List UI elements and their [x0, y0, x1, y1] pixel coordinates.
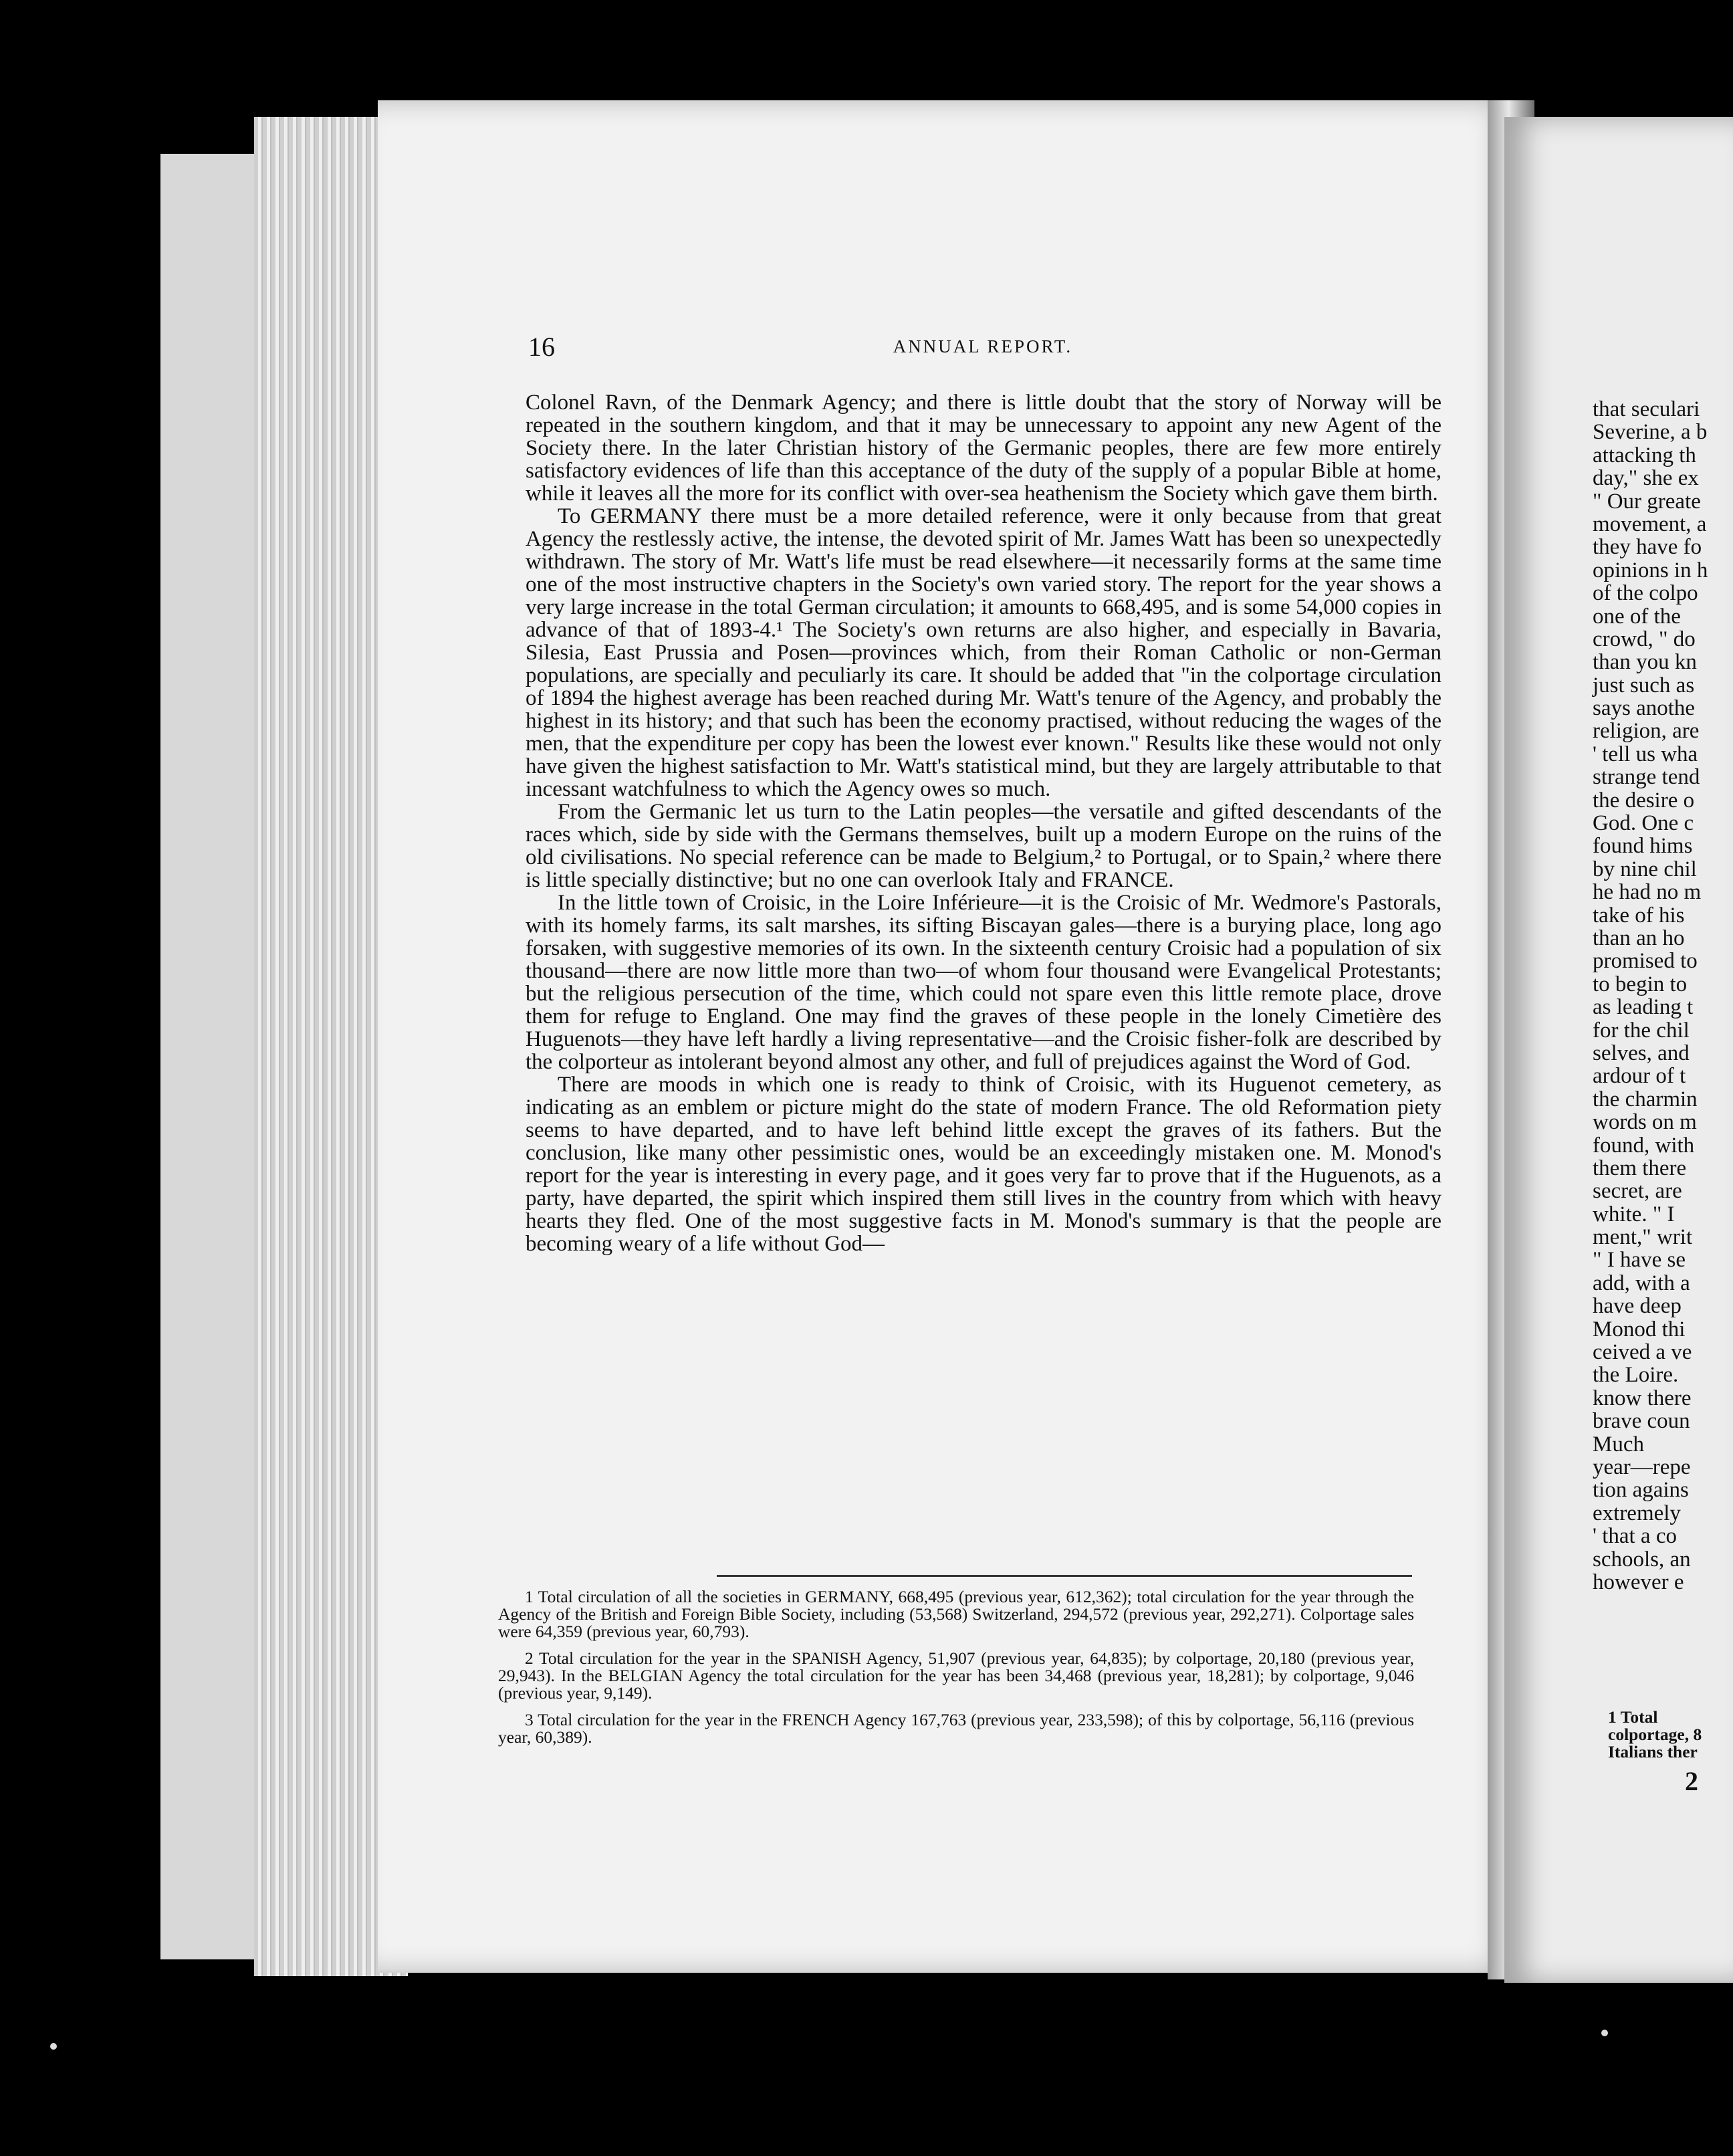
signature-mark: 2 [1685, 1766, 1698, 1796]
speck [50, 2043, 57, 2050]
right-page-line: God. One c [1593, 811, 1694, 836]
right-page-line: Monod thi [1593, 1317, 1686, 1341]
right-page-line: brave coun [1593, 1409, 1690, 1434]
right-page-note-line: 1 Total [1608, 1707, 1658, 1727]
right-page-text [1593, 398, 1733, 1594]
speck [1601, 2030, 1608, 2036]
right-page-note-line: Italians ther [1608, 1742, 1698, 1761]
right-page-line: the Loire. [1593, 1363, 1679, 1388]
right-page-line: promised to [1593, 949, 1698, 974]
right-page-line: Severine, a b [1593, 420, 1708, 445]
paragraph-3: From the Germanic let us turn to the Latin peoples—the versatile and gifted descendants of the races which, side by side with the Germans themselves, built up a modern Europe on the ruins of the old civilisations. No special reference can be made to Belgium,² to Portugal, or to Spain,² where there is little specially distinctive; but no one can overlook Italy and FRANCE. [526, 800, 1441, 892]
page-header [528, 331, 1437, 364]
right-page-line: them there [1593, 1156, 1687, 1180]
right-page-line: says anothe [1593, 696, 1696, 721]
right-page-line: movement, a [1593, 512, 1707, 536]
right-page-line: ment," writ [1593, 1225, 1693, 1250]
right-page-line: selves, and [1593, 1041, 1690, 1065]
right-page-line: that seculari [1593, 397, 1700, 421]
running-title: ANNUAL REPORT. [893, 336, 1073, 356]
footnote-2: 2 Total circulation for the year in the SPANISH Agency, 51,907 (previous year, 64,835); by colportage, 20,180 (previous year, 29,943). In the BELGIAN Agency the total circulation for the year has been 34,468 (previous year, 18,281); by colportage, 9,046 (previous year, 9,149). [498, 1648, 1414, 1703]
right-page-line: the desire o [1593, 788, 1695, 813]
right-page-line: however e [1593, 1570, 1684, 1594]
footnote-3: 3 Total circulation for the year in the FRENCH Agency 167,763 (previous year, 233,598); of this by colportage, 56,116 (previous year, 60,389). [498, 1710, 1414, 1747]
footnote-rule [717, 1575, 1412, 1577]
paragraph-2: To GERMANY there must be a more detailed reference, were it only because from that great Agency the restlessly active, the intense, the devoted spirit of Mr. James Watt has been so unexpectedly withdrawn. The story of Mr. Watt's life must be read elsewhere—it necessarily forms at the same time one of the most instructive chapters in the Society's own varied story. The report for the year shows a very large increase in the total German circulation; it amounts to 668,495, and is some 54,000 copies in advance of that of 1893-4.¹ The Society's own returns are also higher, and especially in Bavaria, Silesia, East Prussia and Posen—provinces which, from their Roman Catholic or non-German populations, are specially and peculiarly its care. It should be added that "in the colportage circulation of 1894 the highest average has been reached during Mr. Watt's tenure of the Agency, and probably the highest in its history; and that such has been the economy practised, without reducing the wages of the men, that the expenditure per copy has been the lowest ever known." Results like these would not only have given the highest satisfaction to Mr. Watt's statistical mind, but they are largely attributable to that incessant watchfulness to which the Agency owes so much. [526, 504, 1441, 801]
paragraph-1: Colonel Ravn, of the Denmark Agency; and there is little doubt that the story of Norway will be repeated in the southern kingdom, and that it may be unnecessary to appoint any new Agent of the Society there. In the later Christian history of the Germanic peoples, there are few more entirely satisfactory evidences of life than this acceptance of the duty of the supply of a popular Bible at home, while it leaves all the more for its conflict with over-sea heathenism the Society which gave them birth. [526, 391, 1441, 506]
body-text [526, 391, 1441, 1255]
right-page-line: year—repe [1593, 1454, 1691, 1479]
right-page-line: to begin to [1593, 972, 1688, 996]
right-page-line: of the colpo [1593, 581, 1698, 606]
right-page-line: schools, an [1593, 1547, 1691, 1572]
footnote-1: 1 Total circulation of all the societies in GERMANY, 668,495 (previous year, 612,362); total circulation for the year through the Agency of the British and Foreign Bible Society, including (53,568) Switzerland, 294,572 (previous year, 292,271). Colportage sales were 64,359 (previous year, 60,793). [498, 1587, 1414, 1641]
right-page-line: opinions in h [1593, 558, 1708, 582]
right-page-line: add, with a [1593, 1271, 1690, 1295]
right-page-line: day," she ex [1593, 466, 1699, 491]
right-page-line: words on m [1593, 1110, 1697, 1135]
right-page-line: for the chil [1593, 1018, 1690, 1043]
right-page-line: white. " I [1593, 1202, 1675, 1226]
right-page-line: Much [1593, 1432, 1644, 1457]
right-page-line: strange tend [1593, 765, 1700, 790]
right-page-line: one of the [1593, 604, 1681, 629]
page-number: 16 [528, 332, 555, 362]
right-page-line: just such as [1593, 673, 1695, 697]
right-page-line: than an ho [1593, 926, 1685, 950]
right-page-line: he had no m [1593, 880, 1702, 905]
right-page-line: than you kn [1593, 650, 1697, 675]
right-page-line: ardour of t [1593, 1064, 1686, 1089]
right-page-footnotes [1608, 1709, 1733, 1761]
right-page-line: extremely [1593, 1501, 1681, 1525]
right-page-line: ' tell us wha [1593, 742, 1698, 766]
right-page-line: the charmin [1593, 1087, 1698, 1111]
right-page-line: found, with [1593, 1133, 1695, 1158]
right-page-line: tion agains [1593, 1478, 1689, 1503]
right-page-note-line: colportage, 8 [1608, 1725, 1702, 1744]
right-page-line: " I have se [1593, 1248, 1686, 1273]
right-page-line: religion, are [1593, 719, 1700, 744]
right-page-line: secret, are [1593, 1179, 1682, 1204]
paragraph-5: There are moods in which one is ready to think of Croisic, with its Huguenot cemetery, as indicating as an emblem or picture might do the state of modern France. The old Reformation piety seems to have departed, and to have left behind little except the graves of its fathers. But the conclusion, like many other pessimistic ones, would be an exceedingly mistaken one. M. Monod's report for the year is interesting in every page, and it goes very far to prove that if the Huguenots, as a party, have departed, the spirit which inspired them still lives in the country from which with heavy hearts they fled. One of the most suggestive facts in M. Monod's summary is that the people are becoming weary of a life without God— [526, 1073, 1441, 1256]
right-page-line: crowd, " do [1593, 627, 1696, 651]
right-page-line: " Our greate [1593, 489, 1701, 514]
right-page-line: as leading t [1593, 995, 1694, 1020]
right-page-line: know there [1593, 1386, 1692, 1410]
right-page-line: by nine chil [1593, 857, 1697, 881]
paragraph-4: In the little town of Croisic, in the Loire Inférieure—it is the Croisic of Mr. Wedmore's Pastorals, with its homely farms, its salt marshes, its sifting Biscayan gales—there is a burying place, long ago forsaken, with suggestive memories of its own. In the sixteenth century Croisic had a population of six thousand—there are now little more than two—of whom four thousand were Evangelical Protestants; but the religious persecution of the time, which could not spare even this little remote place, drove them for refuge to England. One may find the graves of these people in the lonely Cimetière des Huguenots—they have left hardly a living representative—and the Croisic fisher-folk are described by the colporteur as intolerant beyond almost any other, and full of prejudices against the Word of God. [526, 891, 1441, 1074]
right-page-line: ' that a co [1593, 1524, 1677, 1549]
right-page-line: they have fo [1593, 535, 1702, 560]
right-page-line: have deep [1593, 1294, 1682, 1319]
right-page-line: found hims [1593, 834, 1693, 859]
right-page-line: attacking th [1593, 443, 1696, 467]
right-page-line: ceived a ve [1593, 1340, 1692, 1365]
footnotes [498, 1588, 1414, 1755]
right-page-line: take of his [1593, 903, 1685, 928]
